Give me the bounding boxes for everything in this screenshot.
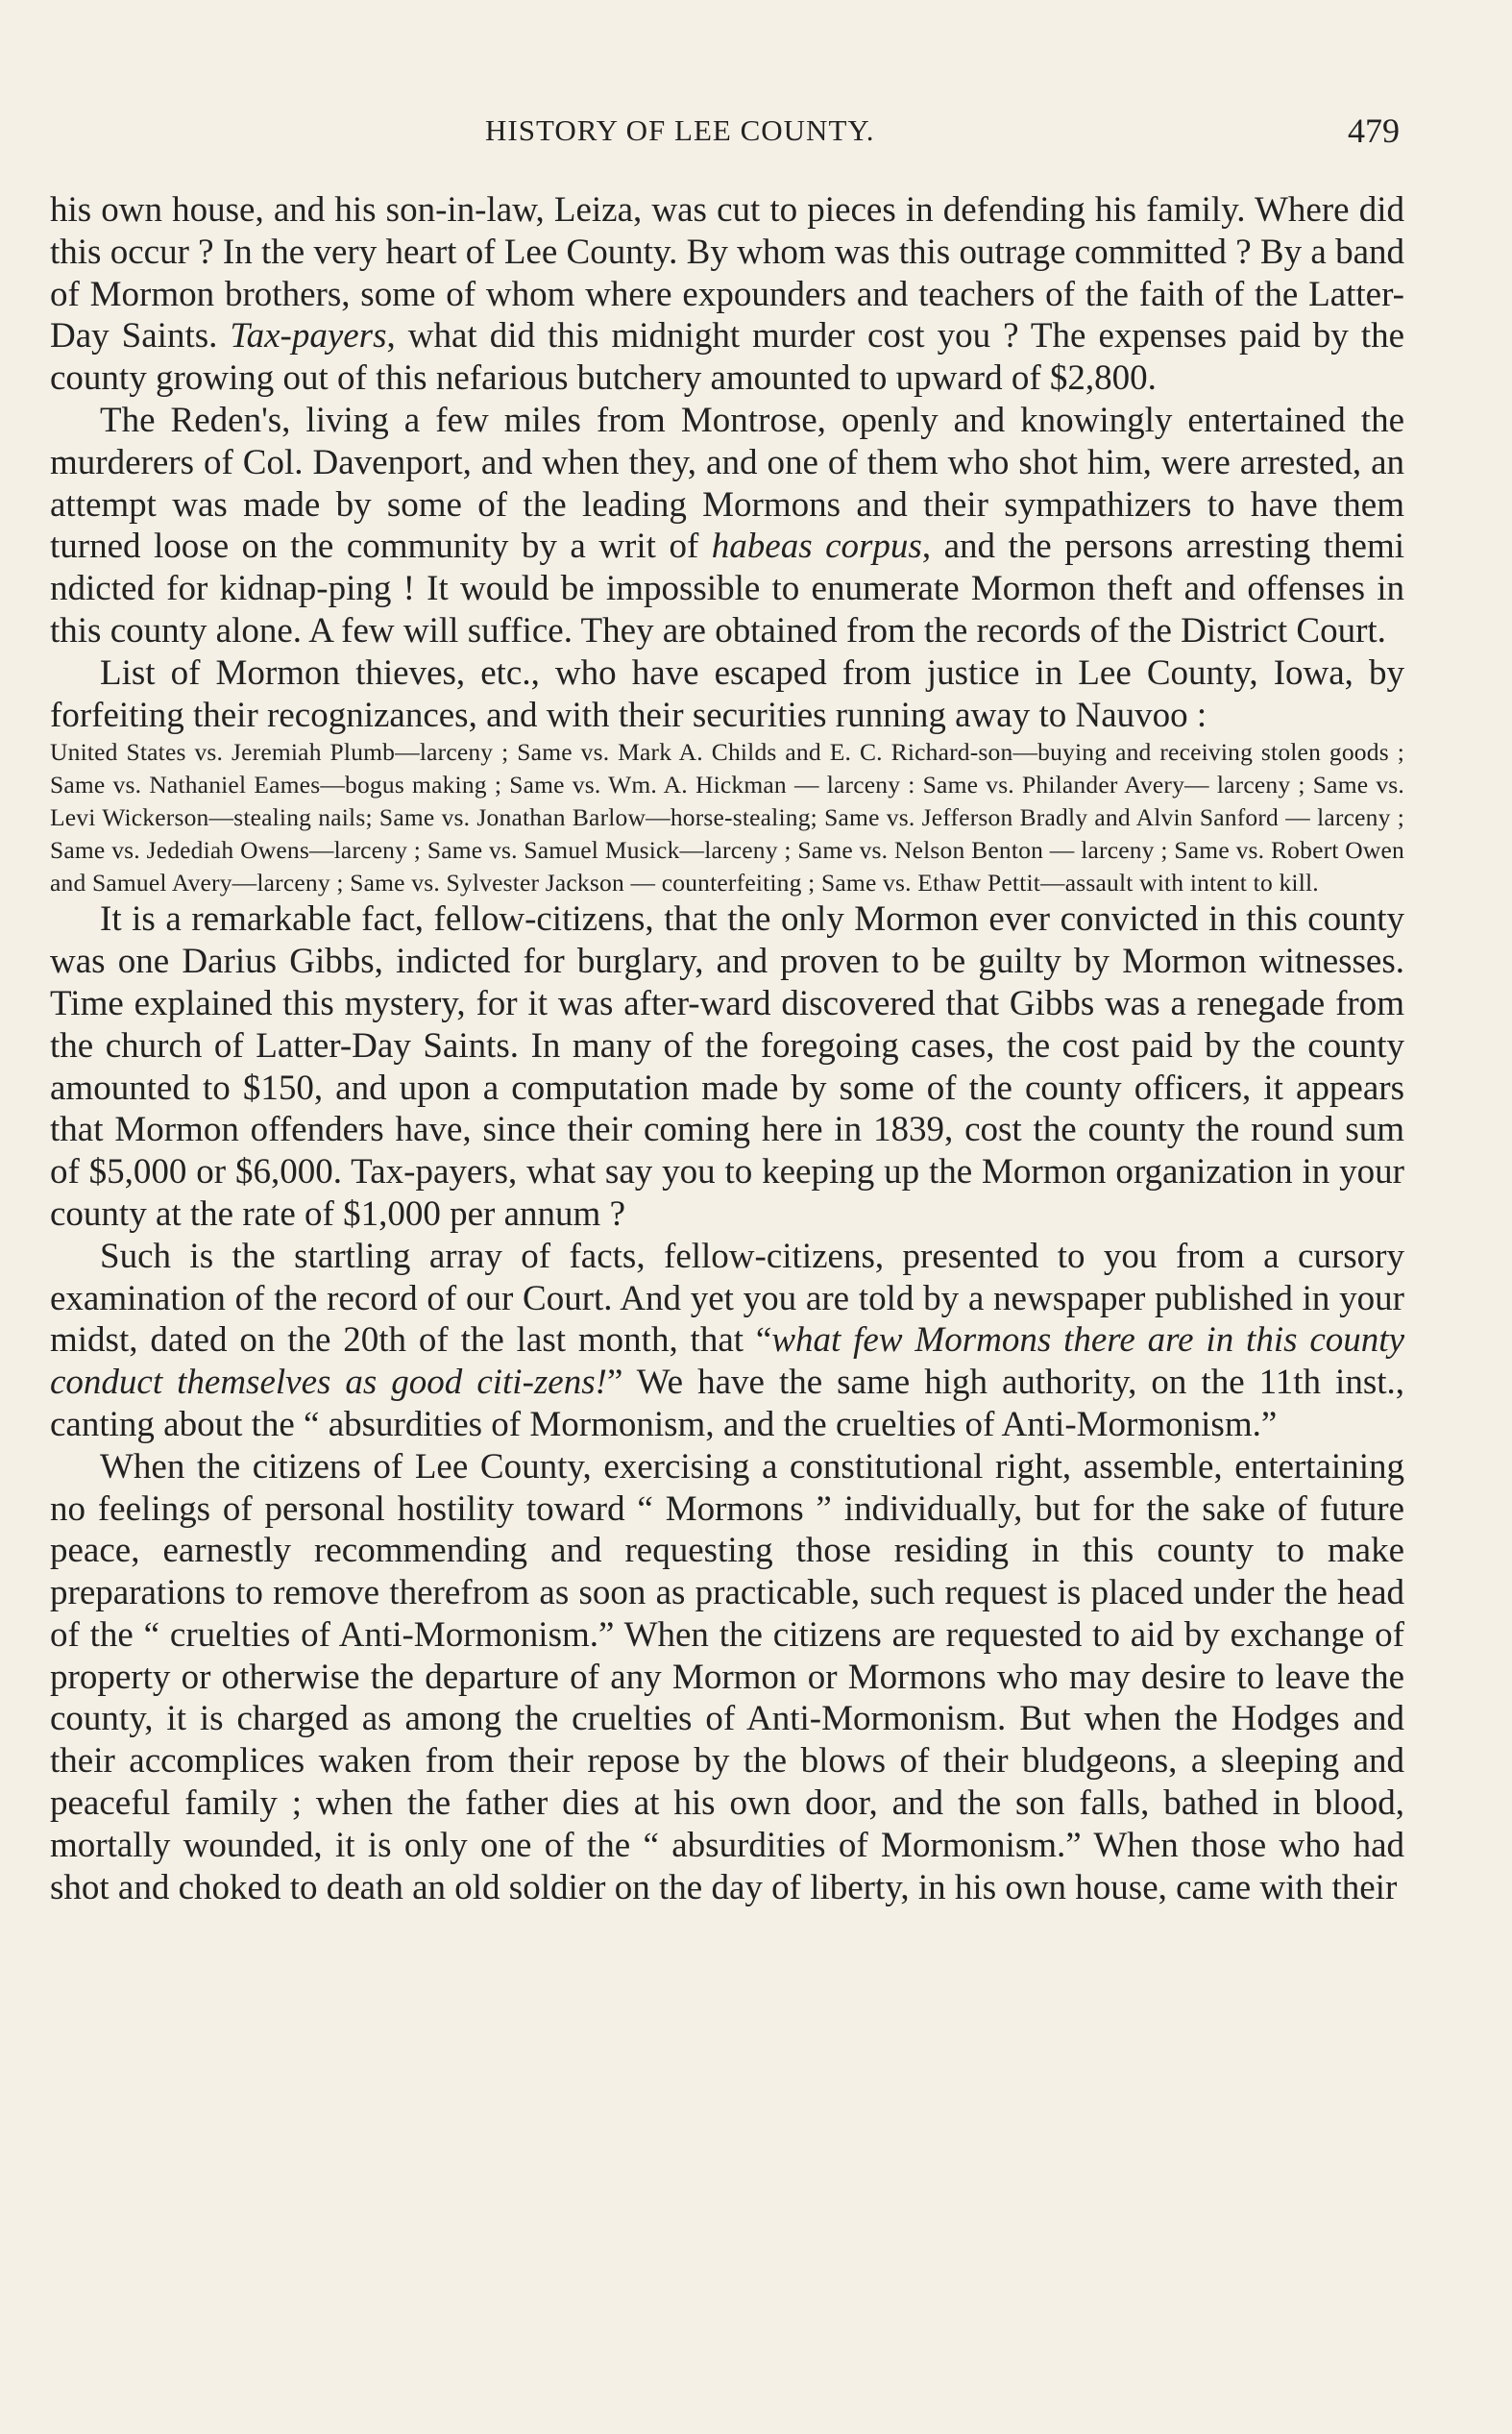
paragraph-5-text-a: Such is the startling array of facts, fellow-citizens, presented to you from a cursory examination of the record of our Court. And yet you are told by a newspaper published in your midst, dated on the 20th of the last month, that “ xyxy=(50,1236,1404,1361)
paragraph-5-text-c: ” We have the same high authority, on the 11th inst., canting about the “ absurdities of Mormonism, and the cruelties of Anti-Mormonism.” xyxy=(50,1363,1405,1444)
paragraph-1-text-c: , what did this midnight murder cost you ? The expenses paid by the county growing out of this nefarious butchery amounted to upward of $2,800. xyxy=(50,316,1404,399)
case-list: United States vs. Jeremiah Plumb—larceny ; Same vs. Mark A. Childs and E. C. Richard-son—buying and receiving stolen goods ; Same vs. Nathaniel Eames—bogus making ; Same vs. Wm. A. Hickman — larceny : Same vs. Philander Avery— larceny ; Same vs. Levi Wickerson—stealing nails; Same vs. Jonathan Barlow—horse-stealing; Same vs. Jefferson Bradly and Alvin Sanford — larceny ; Same vs. Jedediah Owens—larceny ; Same vs. Samuel Musick—larceny ; Same vs. Nelson Benton — larceny ; Same vs. Robert Owen and Samuel Avery—larceny ; Same vs. Sylvester Jackson — counterfeiting ; Same vs. Ethaw Pettit—assault with intent to kill. xyxy=(50,738,1404,897)
paragraph-4: It is a remarkable fact, fellow-citizens, that the only Mormon ever convicted in this county was one Darius Gibbs, indicted for burglary, and proven to be guilty by Mormon witnesses. Time explained this mystery, for it was after-ward discovered that Gibbs was a renegade from the church of Latter-Day Saints. In many of the foregoing cases, the cost paid by the county amounted to $150, and upon a computation made by some of the county officers, it appears that Mormon offenders have, since their coming here in 1839, cost the county the round sum of $5,000 or $6,000. Tax-payers, what say you to keeping up the Mormon organization in your county at the rate of $1,000 per annum ? xyxy=(50,899,1404,1234)
paragraph-1 xyxy=(50,189,1404,400)
paragraph-5 xyxy=(50,1236,1404,1446)
page-number: 479 xyxy=(1348,111,1400,150)
paragraph-2-text-a: The Reden's, living a few miles from Montrose, openly and knowingly entertained the murderers of Col. Davenport, and when they, and one of them who shot him, were arrested, an attempt was made by some of the leading Mormons and their sympathizers to have them turned loose on the community by a writ of xyxy=(50,400,1404,567)
paragraph-3: List of Mormon thieves, etc., who have escaped from justice in Lee County, Iowa, by forfeiting their recognizances, and with their securities running away to Nauvoo : xyxy=(50,652,1404,735)
paragraph-1-italic: Tax-payers xyxy=(230,316,387,356)
running-head: HISTORY OF LEE COUNTY. xyxy=(485,113,875,147)
body-text xyxy=(50,189,1404,1908)
paragraph-2-italic: habeas corpus xyxy=(711,527,922,567)
paragraph-2 xyxy=(50,400,1404,652)
paragraph-2-text-c: , and the persons arresting themi ndicted for kidnap-ping ! It would be impossible to enumerate Mormon theft and offenses in this county alone. A few will suffice. They are obtained from the records of the District Court. xyxy=(50,527,1405,651)
paragraph-6: When the citizens of Lee County, exercising a constitutional right, assemble, entertaining no feelings of personal hostility toward “ Mormons ” individually, but for the sake of future peace, earnestly recommending and requesting those residing in this county to make preparations to remove therefrom as soon as practicable, such request is placed under the head of the “ cruelties of Anti-Mormonism.” When the citizens are requested to aid by exchange of property or otherwise the departure of any Mormon or Mormons who may desire to leave the county, it is charged as among the cruelties of Anti-Mormonism. But when the Hodges and their accomplices waken from their repose by the blows of their bludgeons, a sleeping and peaceful family ; when the father dies at his own door, and the son falls, bathed in blood, mortally wounded, it is only one of the “ absurdities of Mormonism.” When those who had shot and choked to death an old soldier on the day of liberty, in his own house, came with their xyxy=(50,1446,1404,1907)
paragraph-5-italic: what few Mormons there are in this county conduct themselves as good citi-zens! xyxy=(50,1320,1404,1403)
paragraph-1-text-a: his own house, and his son-in-law, Leiza, was cut to pieces in defending his family. Where did this occur ? In the very heart of Lee County. By whom was this outrage committed ? By a band of Mormon brothers, some of whom where expounders and teachers of the faith of the Latter-Day Saints. xyxy=(50,190,1404,356)
